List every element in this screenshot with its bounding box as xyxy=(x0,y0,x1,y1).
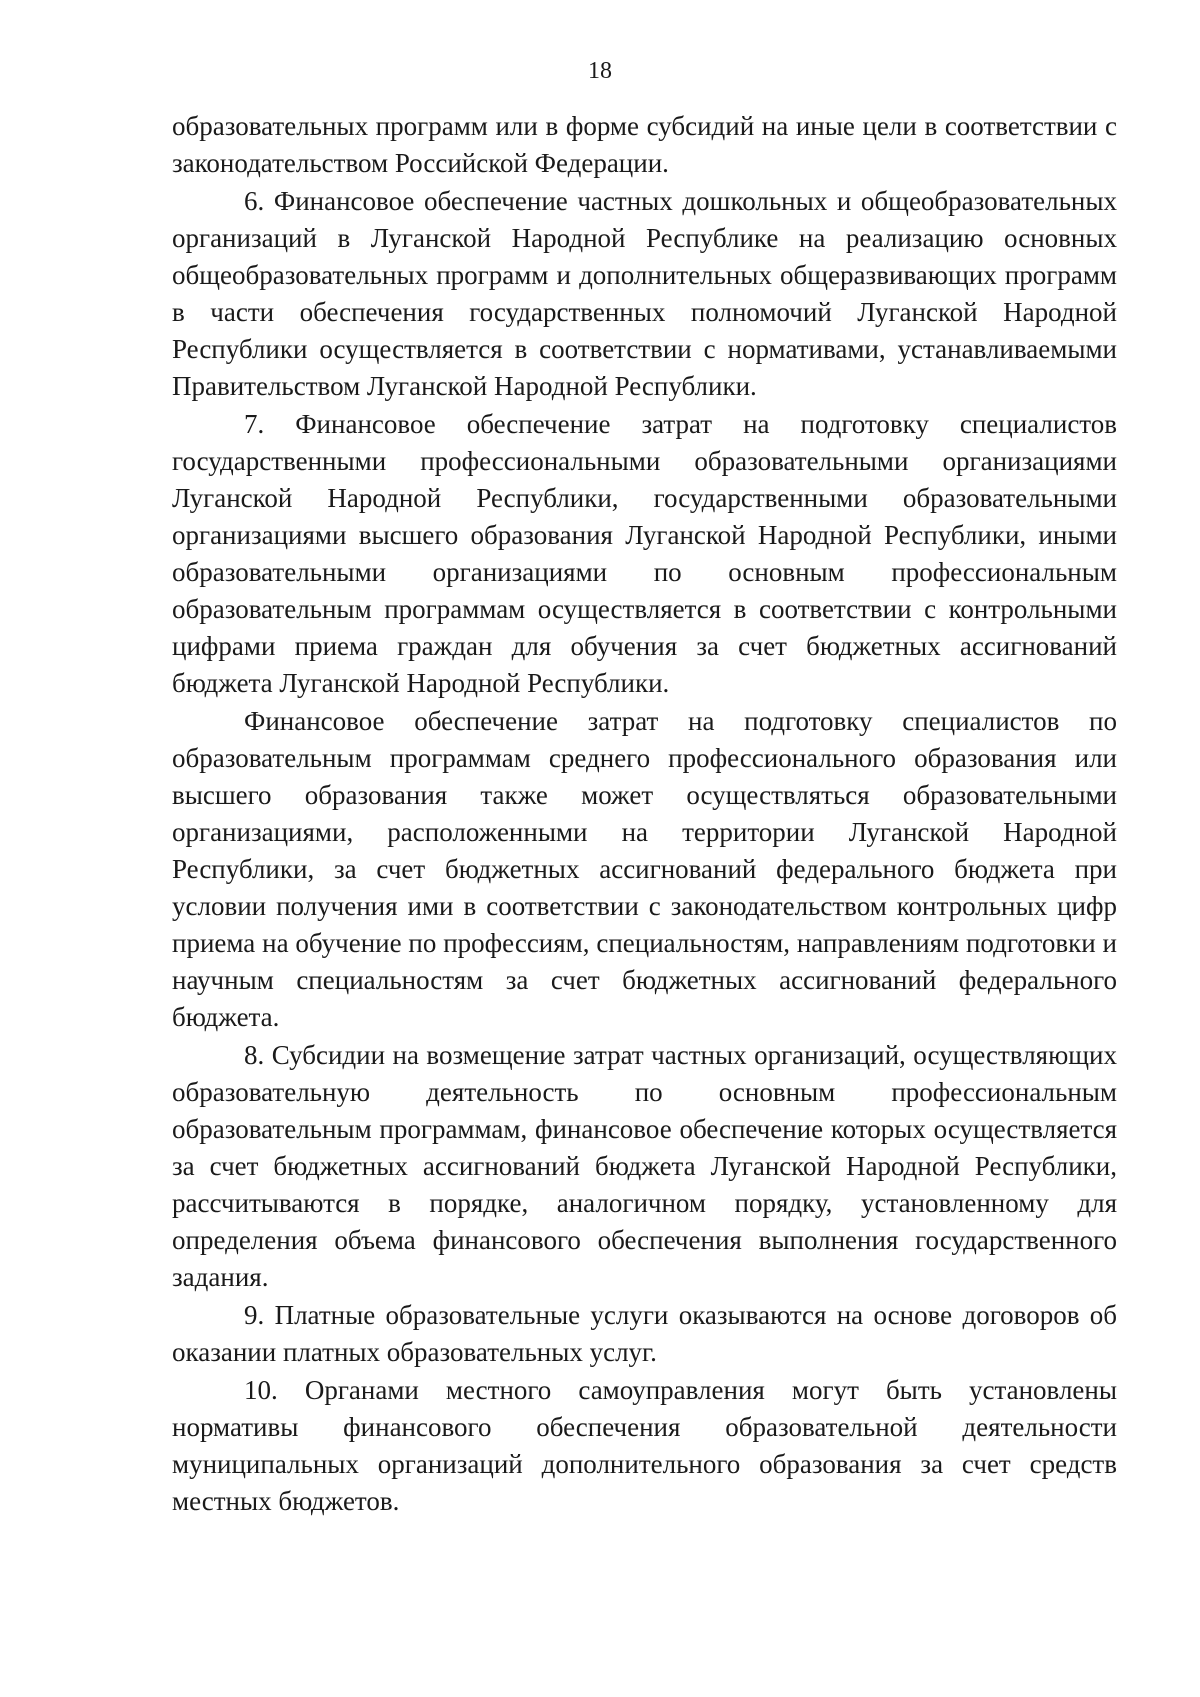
paragraph-item-7: 7. Финансовое обеспечение затрат на подготовку специалистов государственными профессиональными образовательными организациями Луганской Народной Республики, государственными образовательными организациями высшего образования Луганской Народной Республики, иными образовательными организациями по основным профессиональным образовательным программам осуществляется в соответствии с контрольными цифрами приема граждан для обучения за счет бюджетных ассигнований бюджета Луганской Народной Республики. xyxy=(172,409,1117,698)
paragraph-item-6: 6. Финансовое обеспечение частных дошкольных и общеобразовательных организаций в Луганской Народной Республике на реализацию основных общеобразовательных программ и дополнительных общеразвивающих программ в части обеспечения государственных полномочий Луганской Народной Республики осуществляется в соответствии с нормативами, устанавливаемыми Правительством Луганской Народной Республики. xyxy=(172,186,1117,401)
document-body xyxy=(172,108,1117,1521)
paragraph-item-7-part-2: Финансовое обеспечение затрат на подготовку специалистов по образовательным программам среднего профессионального образования или высшего образования также может осуществляться образовательными организациями, расположенными на территории Луганской Народной Республики, за счет бюджетных ассигнований федерального бюджета при условии получения ими в соответствии с законодательством контрольных цифр приема на обучение по профессиям, специальностям, направлениям подготовки и научным специальностям за счет бюджетных ассигнований федерального бюджета. xyxy=(172,706,1117,1032)
paragraph-item-8: 8. Субсидии на возмещение затрат частных организаций, осуществляющих образовательную деятельность по основным профессиональным образовательным программам, финансовое обеспечение которых осуществляется за счет бюджетных ассигнований бюджета Луганской Народной Республики, рассчитываются в порядке, аналогичном порядку, установленному для определения объема финансового обеспечения выполнения государственного задания. xyxy=(172,1040,1117,1292)
paragraph-item-10: 10. Органами местного самоуправления могут быть установлены нормативы финансового обеспечения образовательной деятельности муниципальных организаций дополнительного образования за счет средств местных бюджетов. xyxy=(172,1375,1117,1516)
paragraph-item-9: 9. Платные образовательные услуги оказываются на основе договоров об оказании платных образовательных услуг. xyxy=(172,1300,1117,1367)
page-number: 18 xyxy=(588,58,612,84)
paragraph-continuation: образовательных программ или в форме субсидий на иные цели в соответствии с законодательством Российской Федерации. xyxy=(172,111,1117,178)
